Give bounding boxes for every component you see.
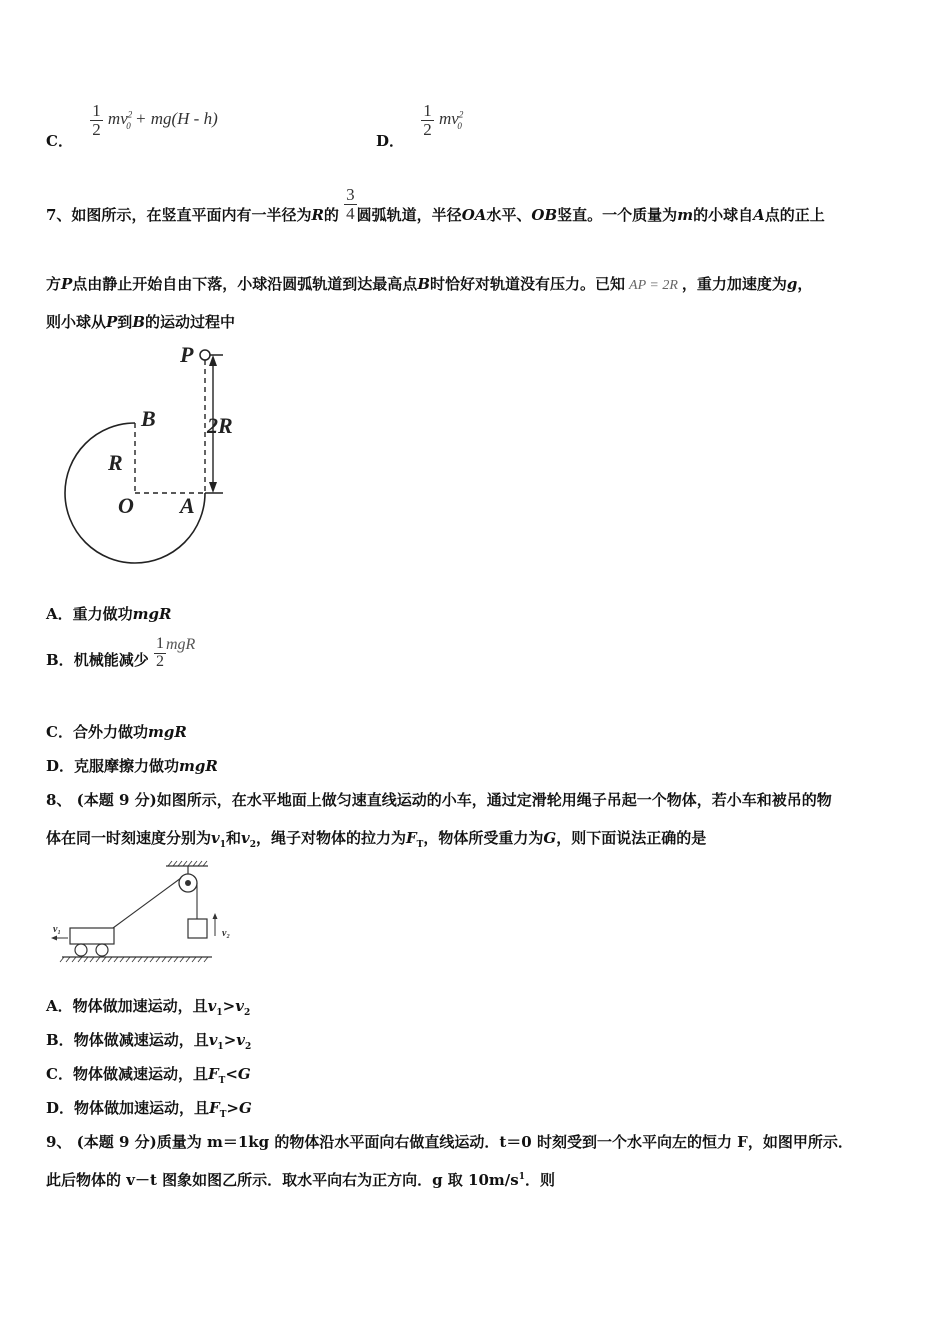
pulley-axle (185, 880, 191, 886)
fraction: $\frac{3}{4}$ (346, 185, 355, 223)
q7-line1: 7、如图所示，在竖直平面内有一半径为R的 $\frac{3}{4}$ 圆弧轨道，半径OA水平、OB竖直。一个质量为m的小球自A点的正上 (46, 185, 825, 225)
label-v1: v₁ (53, 924, 61, 935)
q7-option-b: B．机械能减少 $\frac{1}{2}$ mgR (46, 635, 196, 670)
label-o: O (118, 493, 134, 518)
q7-line3: 则小球从P到B的运动过程中 (46, 313, 236, 331)
q8-option-c: C．物体做减速运动，且$F_T<G$ (46, 1065, 251, 1086)
formula: $mv^2_0 + mg(H - h)$ (107, 109, 218, 131)
ground-hatch (60, 957, 208, 962)
label-b: B (141, 406, 156, 431)
option-label: D． (376, 132, 405, 151)
q7-arc-figure (55, 340, 255, 570)
option-label: C． (46, 132, 73, 151)
q6-option-d (376, 101, 464, 151)
ball-p (200, 350, 210, 360)
label-2r: 2R (207, 413, 233, 438)
arrow-down-icon (209, 482, 217, 493)
fraction: $\frac{1}{2}$ (92, 101, 101, 139)
q6-option-c (46, 101, 218, 151)
rope-to-cart (113, 878, 181, 928)
hanging-block (188, 919, 207, 938)
q7-line2: 方P点由静止开始自由下落，小球沿圆弧轨道到达最高点B时恰好对轨道没有压力。已知 AP = 2R ，重力加速度为g， (46, 275, 813, 293)
q7-option-c: C．合外力做功mgR (46, 723, 187, 741)
q8-pulley-figure (48, 858, 248, 968)
q8-option-a: A．物体做加速运动，且$v_1>v_2$ (46, 997, 251, 1018)
q8-line1: 8、 (本题 9 分)如图所示，在水平地面上做匀速直线运动的小车，通过定滑轮用绳子吊起一个物体，若小车和被吊的物 (46, 791, 832, 809)
label-v2: v₂ (222, 928, 230, 939)
cart-wheel-left (75, 944, 87, 956)
q7-option-a: A．重力做功mgR (46, 605, 172, 623)
label-r: R (108, 450, 123, 475)
q9-line1: 9、 (本题 9 分)质量为 m＝1kg 的物体沿水平面向右做直线运动．t＝0 时刻受到一个水平向左的恒力 F，如图甲所示． (46, 1133, 853, 1151)
q8-line2: 体在同一时刻速度分别为$v_1$和$v_2$，绳子对物体的拉力为$F_T$，物体所受重力为G，则下面说法正确的是 (46, 829, 707, 850)
q9-line2: 此后物体的 v－t 图象如图乙所示．取水平向右为正方向．g 取 $10m/s^1$．则 (46, 1171, 555, 1189)
q8-option-b: B．物体做减速运动，且$v_1>v_2$ (46, 1031, 252, 1052)
cart-wheel-right (96, 944, 108, 956)
ceiling-hatch (168, 861, 207, 866)
q7-option-d: D．克服摩擦力做功mgR (46, 757, 218, 775)
label-a: A (180, 493, 195, 518)
label-p: P (180, 342, 194, 367)
cart-body (70, 928, 114, 944)
arrow-left-icon (51, 936, 57, 941)
fraction: $\frac{1}{2}$ (155, 635, 164, 670)
fraction: $\frac{1}{2}$ (423, 101, 432, 139)
formula: $mv^2_0$ (438, 109, 464, 131)
arrow-up-icon (213, 913, 218, 919)
q8-option-d: D．物体做加速运动，且$F_T>G$ (46, 1099, 252, 1120)
